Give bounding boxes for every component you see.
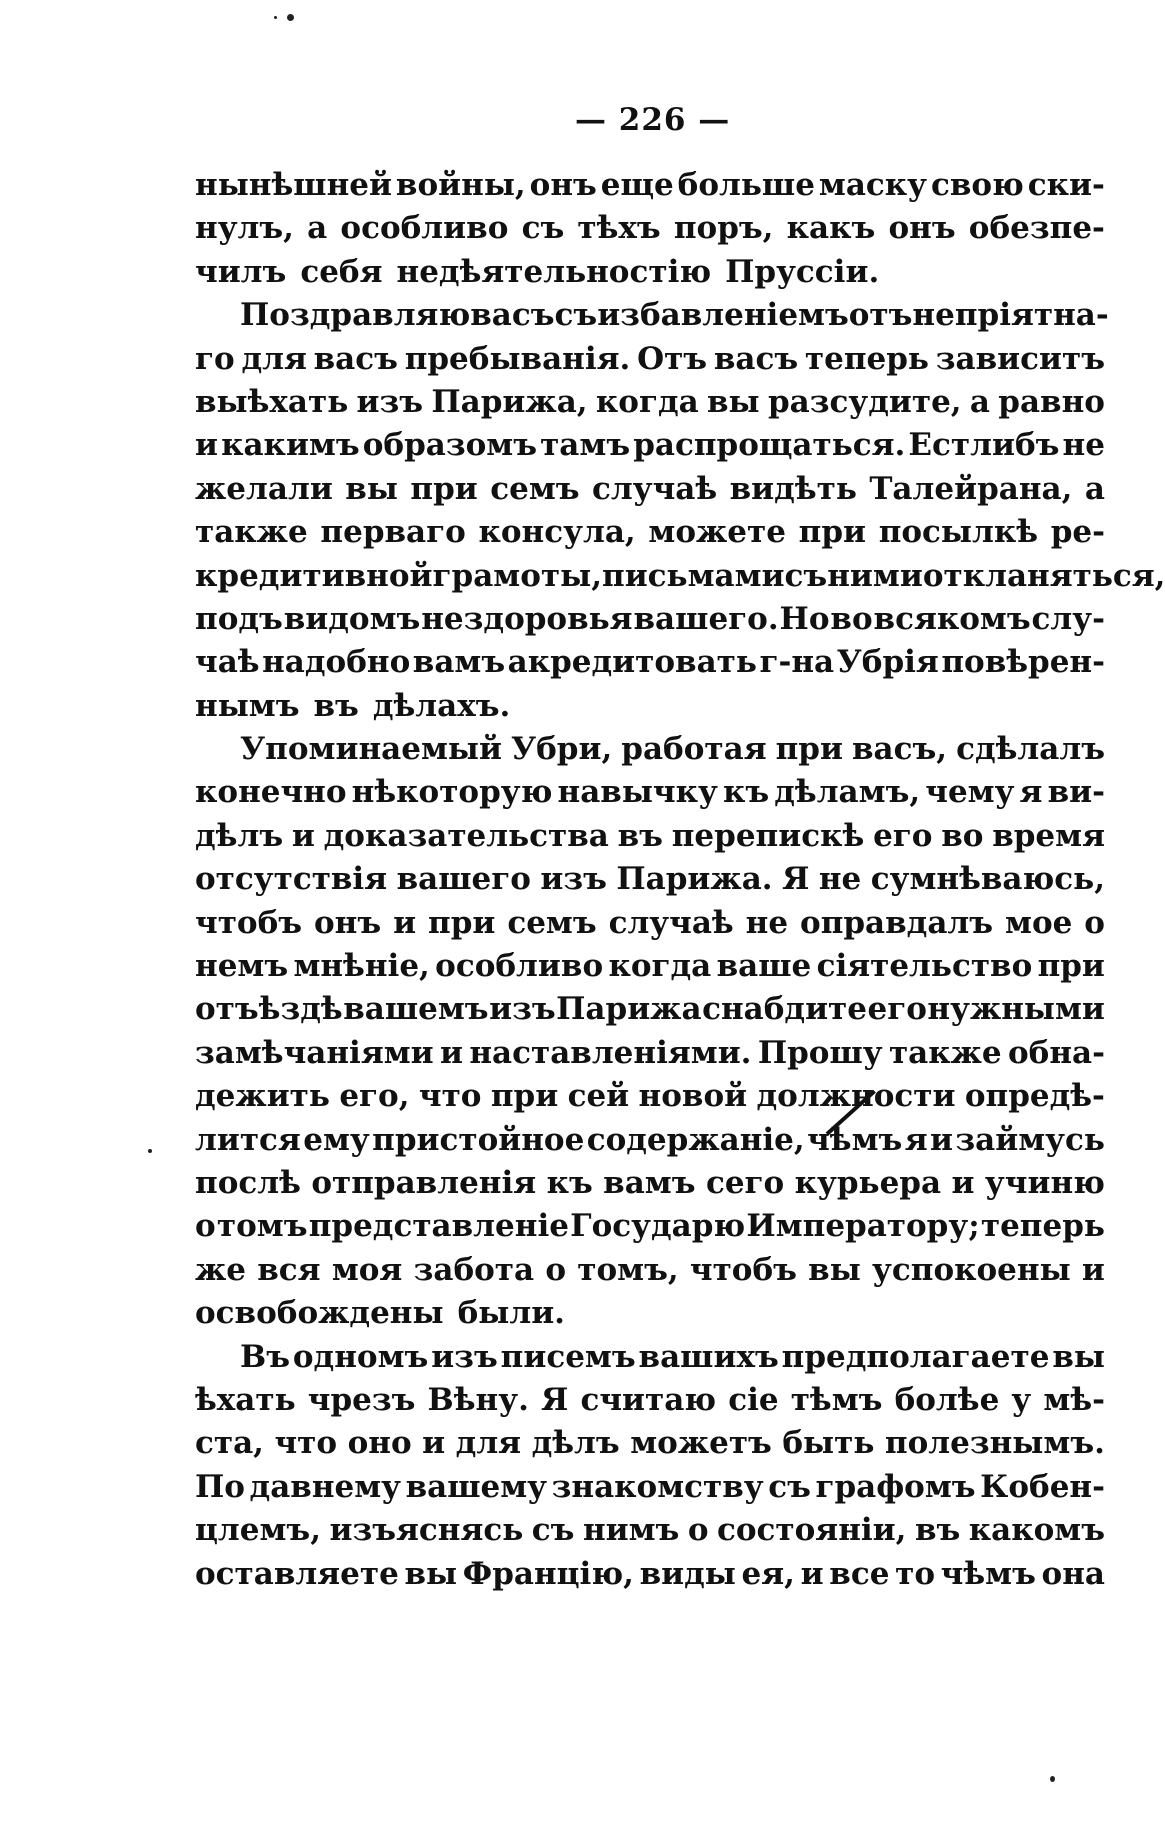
- word: а: [307, 210, 328, 247]
- word: въ: [313, 687, 359, 724]
- word: Но: [779, 600, 830, 637]
- word: Кобен-: [980, 1468, 1105, 1505]
- word: письмами: [602, 557, 785, 594]
- word: Поздравляю: [240, 297, 471, 334]
- word: его: [873, 817, 933, 854]
- word: видѣть: [729, 470, 857, 507]
- word: Прошу: [757, 1034, 883, 1071]
- word: оправдалъ: [800, 904, 994, 941]
- word: его,: [339, 1078, 410, 1115]
- ink-speck: [148, 1149, 152, 1153]
- word: когда: [595, 383, 699, 420]
- word: желали: [195, 470, 333, 507]
- text-line: [195, 424, 1105, 467]
- word: изъ: [489, 991, 556, 1028]
- word: графомъ: [815, 1468, 976, 1505]
- word: семъ: [507, 904, 597, 941]
- word: виды: [639, 1555, 736, 1592]
- word: въ: [914, 1512, 961, 1549]
- word: онъ: [313, 904, 382, 941]
- text-line: [195, 1119, 1105, 1162]
- word: какъ: [786, 210, 876, 247]
- text-line: [195, 1422, 1105, 1465]
- word: Убри,: [510, 731, 613, 768]
- word: отъѣздѣ: [195, 991, 343, 1028]
- text-line: [195, 1336, 1105, 1379]
- word: всякомъ: [873, 600, 1031, 637]
- word: ре-: [1050, 514, 1105, 551]
- word: можете: [648, 514, 786, 551]
- text-line: [195, 251, 1105, 294]
- word: у: [1011, 1381, 1032, 1418]
- word: случаѣ: [608, 904, 734, 941]
- word: отправленія: [311, 1164, 537, 1201]
- word: Въ: [240, 1338, 290, 1375]
- word: вы: [345, 470, 398, 507]
- text-line: [195, 771, 1105, 814]
- word: все: [829, 1555, 890, 1592]
- word: и: [422, 1425, 446, 1462]
- word: нимъ: [582, 1512, 680, 1549]
- word: быть: [782, 1425, 875, 1462]
- text-line: [195, 294, 1109, 337]
- word: нужными: [927, 991, 1105, 1028]
- word: ста,: [195, 1425, 264, 1462]
- word: время: [992, 817, 1105, 854]
- word: когда: [608, 948, 712, 985]
- word: вашемъ: [343, 991, 489, 1028]
- word: послѣ: [195, 1164, 301, 1201]
- word: дѣламъ,: [774, 774, 921, 811]
- word: г-на: [759, 644, 835, 681]
- word: чилъ: [195, 253, 287, 290]
- word: ему: [303, 1121, 370, 1158]
- text-line: [195, 945, 1105, 988]
- word: ними: [827, 557, 923, 594]
- text-line: [195, 641, 1105, 684]
- word: семъ: [490, 470, 580, 507]
- text-line: [195, 858, 1105, 901]
- word: теперь: [980, 1208, 1105, 1245]
- word: мнѣніе,: [293, 948, 430, 985]
- word: тѣхъ: [577, 210, 661, 247]
- text-line: [195, 207, 1105, 250]
- word: съ: [521, 210, 565, 247]
- text-line: [195, 1466, 1105, 1509]
- text-line: [195, 511, 1105, 554]
- word: вашего: [396, 861, 531, 898]
- word: вы: [404, 1555, 458, 1592]
- word: полезнымъ.: [884, 1425, 1105, 1462]
- word: и: [440, 1034, 463, 1071]
- word: опредѣ-: [964, 1078, 1105, 1115]
- ink-speck: [274, 16, 277, 19]
- word: можетъ: [630, 1425, 772, 1462]
- text-line: [195, 685, 1105, 728]
- word: вся: [257, 1251, 321, 1288]
- word: при: [775, 731, 843, 768]
- word: вы: [1052, 1338, 1105, 1375]
- word: я: [904, 1121, 928, 1158]
- word: чтобъ: [689, 1251, 797, 1288]
- word: при: [410, 470, 478, 507]
- word: чему: [925, 774, 1015, 811]
- word: избавленіемъ: [597, 297, 849, 334]
- word: же: [195, 1251, 247, 1288]
- word: недѣятельностію: [396, 253, 712, 290]
- word: нездоровья: [421, 600, 633, 637]
- word: Парижа,: [431, 383, 588, 420]
- word: считаю: [580, 1381, 717, 1418]
- word: выѣхать: [195, 383, 349, 420]
- word: были.: [457, 1295, 565, 1332]
- text-line: [195, 1032, 1105, 1075]
- word: свою: [930, 167, 1024, 203]
- word: Императору;: [746, 1208, 980, 1245]
- word: какомъ: [968, 1512, 1105, 1549]
- word: какимъ: [221, 427, 360, 464]
- word: новой: [638, 1078, 748, 1115]
- word: больше: [677, 167, 815, 203]
- ink-speck: [1050, 1776, 1055, 1782]
- word: я: [1019, 774, 1043, 811]
- word: съ: [784, 557, 828, 594]
- word: курьера: [794, 1164, 942, 1201]
- word: томъ: [216, 1208, 308, 1245]
- word: вы: [707, 383, 760, 420]
- word: забота: [413, 1251, 535, 1288]
- word: то: [895, 1555, 935, 1592]
- word: что: [418, 1078, 482, 1115]
- word: пристойное: [372, 1121, 585, 1158]
- word: сдѣлалъ: [956, 731, 1105, 768]
- word: По: [195, 1468, 245, 1505]
- word: изъяснясь: [329, 1512, 524, 1549]
- word: пребыванія.: [404, 340, 631, 377]
- word: дежить: [195, 1078, 330, 1115]
- word: васъ: [713, 340, 799, 377]
- word: при: [1037, 948, 1105, 985]
- word: и: [800, 1555, 824, 1592]
- word: что: [274, 1425, 338, 1462]
- word: войны,: [395, 167, 526, 203]
- word: представленіе: [308, 1208, 569, 1245]
- word: при: [798, 514, 866, 551]
- word: при: [428, 904, 496, 941]
- word: томъ,: [577, 1251, 679, 1288]
- word: себя: [300, 253, 383, 290]
- word: дѣлахъ.: [372, 687, 511, 724]
- word: посылкѣ: [878, 514, 1039, 551]
- word: Упоминаемый: [240, 731, 502, 768]
- text-line: [195, 381, 1105, 424]
- word: изъ: [356, 383, 424, 420]
- text-line: [195, 1249, 1105, 1292]
- word: сіе: [728, 1381, 779, 1418]
- text-line: [195, 1553, 1105, 1596]
- word: успокоены: [872, 1251, 1071, 1288]
- word: поръ,: [673, 210, 774, 247]
- word: особливо: [340, 210, 509, 247]
- word: оно: [347, 1425, 412, 1462]
- word: навычку: [557, 774, 718, 811]
- word: вамъ: [603, 1164, 696, 1201]
- word: нулъ,: [195, 210, 294, 247]
- word: мѣ-: [1043, 1381, 1105, 1418]
- word: мое: [1005, 904, 1073, 941]
- word: васъ,: [851, 731, 948, 768]
- word: моя: [331, 1251, 403, 1288]
- text-line: [195, 902, 1105, 945]
- word: дѣлъ: [195, 817, 284, 854]
- word: чѣмъ: [940, 1555, 1036, 1592]
- word: одномъ: [292, 1338, 429, 1375]
- word: теперь: [804, 340, 929, 377]
- word: займусь: [955, 1121, 1105, 1158]
- word: отсутствія: [195, 861, 388, 898]
- word: давнему: [249, 1468, 402, 1505]
- text-line: [195, 338, 1105, 381]
- word: изъ: [540, 861, 607, 898]
- word: къ: [722, 774, 770, 811]
- word: васъ: [470, 297, 555, 334]
- word: ѣхать: [195, 1381, 296, 1418]
- word: равно: [998, 383, 1105, 420]
- text-line: [195, 988, 1105, 1031]
- word: васъ: [313, 340, 398, 377]
- word: вамъ: [412, 644, 506, 681]
- word: доказательства: [323, 817, 609, 854]
- word: она: [1041, 1555, 1105, 1592]
- word: Парижа.: [616, 861, 773, 898]
- word: во: [941, 817, 984, 854]
- word: маску: [818, 167, 928, 203]
- word: тѣмъ: [790, 1381, 883, 1418]
- word: чѣмъ: [807, 1121, 903, 1158]
- word: замѣчаніями: [195, 1034, 434, 1071]
- word: вашихъ: [638, 1338, 779, 1375]
- word: распрощаться.: [633, 427, 906, 464]
- word: онъ: [529, 167, 597, 203]
- word: лится: [195, 1121, 301, 1158]
- word: при: [490, 1078, 559, 1115]
- text-line: [195, 1292, 1105, 1335]
- word: откланяться,: [922, 557, 1165, 594]
- word: знакомству: [551, 1468, 764, 1505]
- word: Францію,: [462, 1555, 634, 1592]
- word: сей: [567, 1078, 630, 1115]
- word: консула,: [478, 514, 636, 551]
- word: не: [818, 861, 862, 898]
- page-number: — 226 —: [575, 102, 731, 138]
- word: Пруссіи.: [725, 253, 880, 290]
- word: перваго: [320, 514, 466, 551]
- word: отъ: [848, 297, 913, 334]
- word: Парижа: [556, 991, 702, 1028]
- word: чаѣ: [195, 644, 260, 681]
- text-line: [195, 598, 1105, 641]
- word: акредитовать: [507, 644, 757, 681]
- word: слу-: [1031, 600, 1105, 637]
- word: а: [969, 383, 990, 420]
- word: особливо: [435, 948, 604, 985]
- word: для: [455, 1425, 522, 1462]
- body-text: [195, 164, 1165, 1596]
- word: зависитъ: [935, 340, 1105, 377]
- text-line: [195, 164, 1105, 207]
- word: нынѣшней: [195, 167, 392, 203]
- word: изъ: [431, 1338, 498, 1375]
- word: случаѣ: [592, 470, 718, 507]
- word: вашего.: [633, 600, 779, 637]
- text-line: [195, 1379, 1105, 1422]
- text-line: [195, 1075, 1105, 1118]
- word: нымъ: [195, 687, 300, 724]
- word: ея,: [741, 1555, 795, 1592]
- word: надобно: [262, 644, 411, 681]
- word: во: [830, 600, 873, 637]
- word: еще: [600, 167, 674, 203]
- word: нѣкоторую: [351, 774, 553, 811]
- word: о: [545, 1251, 567, 1288]
- word: и: [1081, 1251, 1105, 1288]
- word: сіятельство: [816, 948, 1033, 985]
- word: Убрія: [836, 644, 939, 681]
- word: Государю: [570, 1208, 746, 1245]
- word: Вѣну.: [427, 1381, 529, 1418]
- word: также: [888, 1034, 1002, 1071]
- word: къ: [546, 1164, 593, 1201]
- word: вашему: [405, 1468, 548, 1505]
- word: непріятна-: [912, 297, 1109, 334]
- word: ви-: [1047, 774, 1105, 811]
- word: сего: [705, 1164, 785, 1201]
- word: оставляете: [195, 1555, 399, 1592]
- word: съ: [531, 1512, 575, 1549]
- word: также: [195, 514, 308, 551]
- word: обна-: [1007, 1034, 1105, 1071]
- word: го: [195, 340, 235, 377]
- text-line: [195, 728, 1105, 771]
- text-line: [195, 1509, 1105, 1552]
- word: снабдите: [702, 991, 867, 1028]
- word: чтобъ: [195, 904, 303, 941]
- word: а: [1084, 470, 1105, 507]
- word: не: [745, 904, 789, 941]
- word: освобождены: [195, 1295, 444, 1332]
- word: содержаніе,: [586, 1121, 805, 1158]
- word: образомъ: [362, 427, 538, 464]
- word: должности: [756, 1078, 956, 1115]
- word: цлемъ,: [195, 1512, 321, 1549]
- word: тамъ: [540, 427, 631, 464]
- word: ваше: [716, 948, 812, 985]
- word: и: [929, 1121, 953, 1158]
- word: наставленіями.: [469, 1034, 752, 1071]
- word: и: [291, 817, 315, 854]
- word: разсудите,: [767, 383, 962, 420]
- word: видомъ: [283, 600, 421, 637]
- word: Я: [540, 1381, 569, 1418]
- word: не: [1062, 427, 1105, 464]
- word: о: [195, 1208, 216, 1245]
- word: дѣлъ: [531, 1425, 620, 1462]
- word: работая: [621, 731, 767, 768]
- word: его: [867, 991, 927, 1028]
- word: и: [393, 904, 417, 941]
- word: о: [687, 1512, 709, 1549]
- word: состояніи,: [716, 1512, 907, 1549]
- word: писемъ: [500, 1338, 636, 1375]
- word: повѣрен-: [941, 644, 1105, 681]
- word: Отъ: [637, 340, 708, 377]
- word: Талейрана,: [869, 470, 1073, 507]
- word: подъ: [195, 600, 283, 637]
- word: Я: [782, 861, 810, 898]
- word: кредитивной: [195, 557, 433, 594]
- word: перепискѣ: [671, 817, 865, 854]
- word: съ: [768, 1468, 811, 1505]
- word: и: [951, 1164, 975, 1201]
- word: конечно: [195, 774, 347, 811]
- word: ски-: [1027, 167, 1105, 203]
- word: съ: [554, 297, 598, 334]
- word: немъ: [195, 948, 289, 985]
- word: и: [195, 427, 218, 464]
- word: Естлибъ: [908, 427, 1060, 464]
- text-line: [195, 1205, 1105, 1248]
- word: чрезъ: [307, 1381, 416, 1418]
- word: въ: [617, 817, 663, 854]
- word: учиню: [984, 1164, 1105, 1201]
- word: о: [1084, 904, 1105, 941]
- text-line: [195, 468, 1105, 511]
- text-line: [195, 555, 1165, 598]
- word: болѣе: [894, 1381, 1000, 1418]
- word: для: [241, 340, 307, 377]
- text-line: [195, 1162, 1105, 1205]
- word: грамоты,: [432, 557, 602, 594]
- ink-speck: [287, 14, 294, 21]
- word: сумнѣваюсь,: [870, 861, 1105, 898]
- text-line: [195, 815, 1105, 858]
- word: онъ: [888, 210, 956, 247]
- word: предполагаете: [781, 1338, 1050, 1375]
- word: обезпе-: [968, 210, 1105, 247]
- word: вы: [808, 1251, 861, 1288]
